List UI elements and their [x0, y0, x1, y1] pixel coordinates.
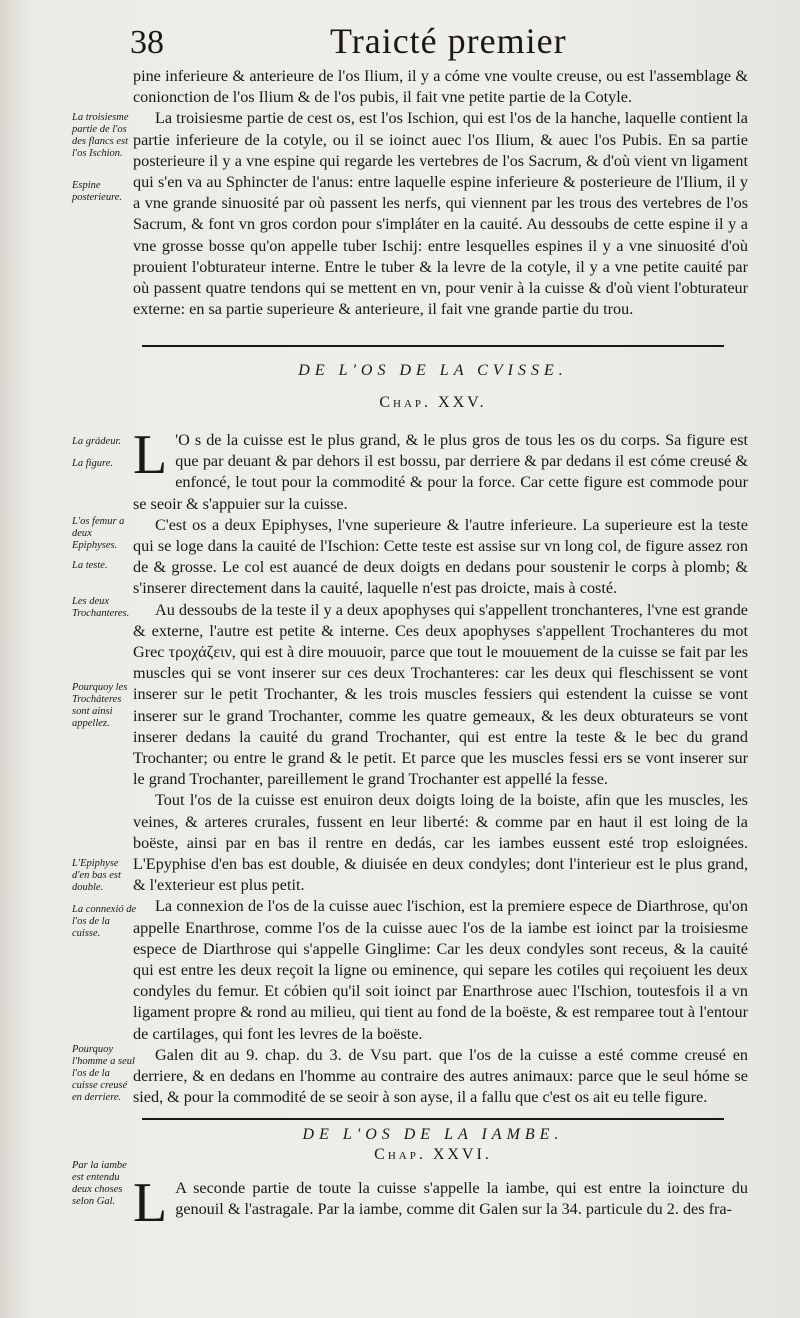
- margin-note: Espine posterieure.: [72, 180, 123, 203]
- margin-note: Pourquoy l'homme a seul l'os de la cuisse creusé en derriere.: [72, 1044, 135, 1103]
- paragraph: pine inferieure & anterieure de l'os Ilium, il y a cóme vne voulte creuse, ou est l'assemblage & conionction de l'os Ilium & de l'os pubis, il fait vne petite partie de la Cotyle.: [133, 67, 748, 107]
- margin-note: La grádeur.: [72, 436, 122, 447]
- section-rule: [142, 1118, 724, 1120]
- paragraph: Au dessoubs de la teste il y a deux apophyses qui s'appellent tronchanteres, l'vne est grande & externe, l'autre est petite & interne. Ces deux apophyses s'appellent Trochanteres du mot Grec τροχάζειν, qui est à dire mouuoir, parce que tout le mouuement de la cuisse se fait par les muscles qui se vont inserer sur ces deux Trochanteres: car les deux qui fleschissent se vont inserer sur le petit Trochanter, & les trois muscles fessiers qui estendent la cuisse se vont inserer sur le grand Trochanter, comme les quatre gemeaux, & les deux obturateurs se vont inserer dedans la cauité du grand Trochanter, qui est entre la teste & le bec du grand Trochanter; ou entre le grand & le petit. Et parce que les muscles fessi ers se vont inserer sur le grand Trochanter, pareillement le grand Trochanter est appellé la fesse.: [133, 600, 748, 789]
- chapter-xxv-text: [133, 424, 748, 1109]
- section-rule: [142, 345, 724, 347]
- intro-text: [133, 66, 748, 320]
- chapter-xxvi-text: [133, 1172, 748, 1234]
- margin-note: La teste.: [72, 560, 108, 571]
- paragraph: C'est os a deux Epiphyses, l'vne superieure & l'autre inferieure. La superieure est la teste qui se loge dans la cauité de l'Ischion: Cette teste est assise sur vn long col, de figure assez ron de & grosse. Le col est auancé de deux doigts en dedans pour soustenir le corps à plomb; & s'inserer directement dans la cauité, laquelle n'est pas droicte, mais à costé.: [133, 515, 748, 598]
- margin-note: Les deux Trochanteres.: [72, 596, 130, 619]
- running-title: Traicté premier: [330, 21, 567, 61]
- margin-note: L'os femur a deux Epiphyses.: [72, 516, 125, 551]
- drop-cap: L: [133, 424, 168, 486]
- margin-note: La connexió de l'os de la cuisse.: [72, 904, 137, 939]
- paragraph: A seconde partie de toute la cuisse s'appelle la iambe, qui est entre la ioincture du genouil & l'astragale. Par la iambe, comme dit Galen sur la 34. particule du 2. des fra-: [175, 1179, 748, 1219]
- chapter-label-xxv: Chap. XXV.: [379, 394, 487, 411]
- margin-note: La figure.: [72, 458, 114, 469]
- paragraph: Tout l'os de la cuisse est enuiron deux doigts loing de la boiste, afin que les muscles, les veines, & arteres crurales, fussent en leur liberté: & comme par en haut il est loing de la boëste, ainsi par en bas il rentre en dedás, car les iambes eussent esté trop esloignées. L'Epyphise d'en bas est double, & diuisée en deux condyles; dont l'interieur est le plus grand, & l'exterieur est plus petit.: [133, 791, 748, 895]
- paragraph: 'O s de la cuisse est le plus grand, & le plus gros de tous les os du corps. Sa figure est que par deuant & par dehors il est bossu, par derriere & par dedans il est cóme creusé & enfoncé, le tout pour la commodité & pour la force. Car cette figure est commode pour se seoir & s'appuier sur la cuisse.: [133, 431, 748, 513]
- section-title-iambe: DE L'OS DE LA IAMBE.: [302, 1126, 564, 1143]
- margin-note: La troisiesme partie de l'os des flancs est l'os Ischion.: [72, 112, 129, 159]
- paragraph: La troisiesme partie de cest os, est l'os Ischion, qui est l'os de la hanche, laquelle contient la partie inferieure de la cotyle, ou il se ioinct auec l'os Ilium, & auec l'os Pubis. En sa partie posterieure il y a vne espine qui regarde les vertebres de l'os Sacrum, & d'où vient vn ligament qui s'en va au Sphincter de l'anus: entre laquelle espine inferieure & posterieure de l'Ilium, il y a vne grande sinuosité par où passent les nerfs, qui viennent par les trous des vertebres de l'os Sacrum, & font vn gros cordon pour s'impláter en la cauité. Au dessoubs de cette espine il y a vne grosse bosse qu'on appelle tuber Ischij: entre lesquelles espines il y a vne sinuosité d'où prouient l'obturateur interne. Entre le tuber & la levre de la cotyle, il y a vne petite cauité par où passent quatre tendons qui se mettent en vn, pour venir à la cuisse & d'où vient l'obturateur externe: en sa partie superieure & anterieure, il fait vne grande partie du trou.: [133, 109, 748, 319]
- chapter-label-xxvi: Chap. XXVI.: [374, 1146, 492, 1163]
- margin-note: Pourquoy les Trocháteres sont ainsi appellez.: [72, 682, 128, 729]
- running-head: [130, 18, 750, 66]
- drop-cap: L: [133, 1172, 168, 1234]
- page-number: 38: [130, 24, 164, 61]
- margin-note: L'Epiphyse d'en bas est double.: [72, 858, 121, 893]
- paragraph: La connexion de l'os de la cuisse auec l'ischion, est la premiere espece de Diarthrose, qu'on appelle Enarthrose, comme l'os de la cuisse auec l'os de la iambe est ioinct par la troisiesme espece de Diarthrose qui s'appelle Ginglime: Car les deux condyles sont receus, & la cauité qui est entre les deux reçoit la ligne ou eminence, qui separe les cotiles qui reçoiuent les deux condyles du femur. Et cóbien qu'il soit ioinct par Enarthrose auec l'Ischion, toutesfois il a vn ligament propre & rond au milieu, qui tient au fond de la boëste, & est remparee tout à l'entour de cartilages, qui font les levres de la boëste.: [133, 897, 748, 1043]
- paragraph: Galen dit au 9. chap. du 3. de Vsu part. que l'os de la cuisse a esté comme creusé en derriere, & en dedans en l'homme au contraire des autres animaux: parce que le seul hóme se sied, & pour la commodité de se seoir à son ayse, il a fallu que c'est os ait eu telle figure.: [133, 1045, 748, 1107]
- margin-note: Par la iambe est entendu deux choses selon Gal.: [72, 1160, 127, 1207]
- section-title-cuisse: DE L'OS DE LA CVISSE.: [298, 362, 568, 379]
